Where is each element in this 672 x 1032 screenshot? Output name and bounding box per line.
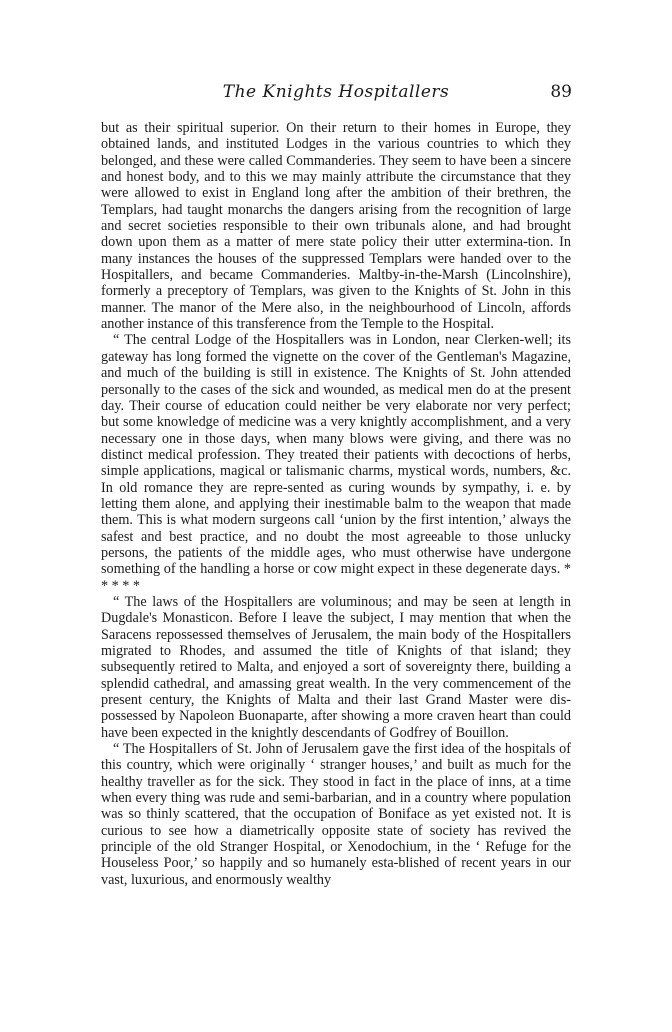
paragraph-central-lodge: “ The central Lodge of the Hospitallers was in London, near Clerken-well; its gateway has long formed the vignette on the cover of the Gentleman's Magazine, and much of the building is still in existence. The Knights of St. John attended personally to the cases of the sick and wounded, as medical men do at the present day. Their course of education could neither be very elaborate nor very perfect; but some knowledge of medicine was a very knightly accomplishment, and a very necessary one in those days, when many blows were giving, and there was no distinct medical profession. They treated their patients with decoctions of herbs, simple applications, magical or talismanic charms, mystical words, numbers, &c. In old romance they are repre-sented as curing wounds by sympathy, i. e. by letting them alone, and applying their inestimable balm to the weapon that made them. This is what modern surgeons call ‘union by the first intention,’ always the safest and best practice, and no doubt the most agreeable to those unlucky persons, the patients of the middle ages, who must otherwise have undergone something of the handling a horse or cow might expect in these degenerate days. * * * * * bbox=[101, 332, 571, 594]
running-head bbox=[100, 82, 572, 104]
page-number: 89 bbox=[550, 82, 572, 102]
paragraph-laws: “ The laws of the Hospitallers are voluminous; and may be seen at length in Dugdale's Monasticon. Before I leave the subject, I may mention that when the Saracens repossessed themselves of Jerusalem, the main body of the Hospitallers migrated to Rhodes, and assumed the title of Knights of that island; they subsequently retired to Malta, and enjoyed a sort of sovereignty there, building a splendid cathedral, and amassing great wealth. In the very commencement of the present century, the Knights of Malta and their last Grand Master were dis-possessed by Napoleon Buonaparte, after showing a more craven heart than could have been expected in the knightly descendants of Godfrey of Bouillon. bbox=[101, 593, 571, 741]
paragraph-hospitals: “ The Hospitallers of St. John of Jerusalem gave the first idea of the hospitals of this country, which were originally ‘ stranger houses,’ and built as much for the healthy traveller as for the sick. They stood in fact in the place of inns, at a time when every thing was rude and semi-barbarian, and in a country where population was so thinly scattered, that the occupation of Boniface as yet existed not. It is curious to see how a diametrically opposite state of society has revived the principle of the old Stranger Hospital, or Xenodochium, in the ‘ Refuge for the Houseless Poor,’ so happily and so humanely esta-blished of recent years in our vast, luxurious, and enormously wealthy bbox=[101, 741, 571, 888]
running-title: The Knights Hospitallers bbox=[222, 82, 450, 102]
paragraph-continuation: but as their spiritual superior. On their return to their homes in Europe, they obtained lands, and instituted Lodges in the various countries to which they belonged, and these were called Commanderies. They seem to have been a sincere and honest body, and to this we may mainly attribute the circumstance that they were allowed to exist in England long after the ambition of their brethren, the Templars, had taught monarchs the dangers arising from the recognition of large and secret societies responsible to their own tribunals alone, and had brought down upon them as a matter of mere state policy their utter extermina-tion. In many instances the houses of the suppressed Templars were handed over to the Hospitallers, and became Commanderies. Maltby-in-the-Marsh (Lincolnshire), formerly a preceptory of Templars, was given to the Knights of St. John in this manner. The manor of the Mere also, in the neighbourhood of Lincoln, affords another instance of this transference from the Temple to the Hospital. bbox=[101, 120, 571, 333]
body-text bbox=[101, 120, 571, 888]
